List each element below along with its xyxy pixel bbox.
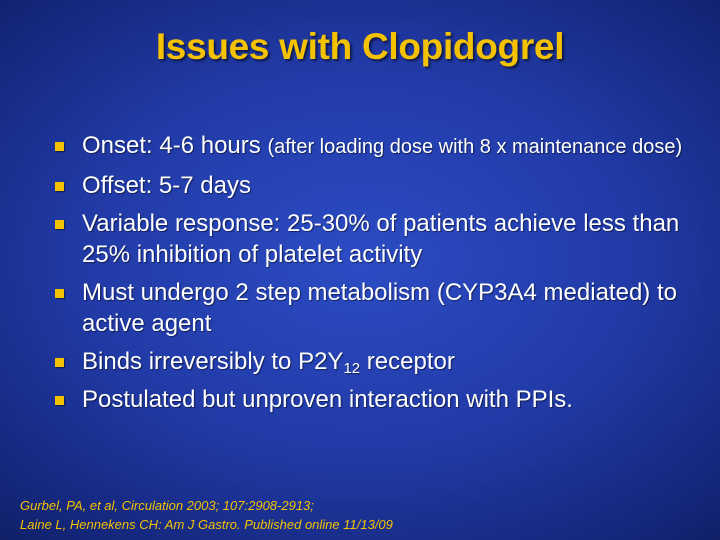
bullet-offset-text: Offset: 5-7 days [82, 172, 251, 199]
reference-1: Gurbel, PA, et al, Circulation 2003; 107:2908-2913; [20, 498, 314, 513]
square-bullet-icon [55, 142, 64, 151]
square-bullet-icon [55, 396, 64, 405]
bullet-binds-text: Binds irreversibly to P2Y [82, 348, 344, 375]
bullet-metabolism-text: Must undergo 2 step metabolism (CYP3A4 mediated) to active agent [82, 279, 677, 337]
square-bullet-icon [55, 220, 64, 229]
bullet-ppi-interaction [52, 384, 692, 415]
bullet-variable-response [52, 208, 692, 270]
square-bullet-icon [55, 358, 64, 367]
bullet-offset [52, 170, 692, 201]
bullet-onset [52, 130, 692, 163]
bullet-onset-note: (after loading dose with 8 x maintenance dose) [267, 136, 683, 158]
bullet-onset-text: Onset: 4-6 hours [82, 132, 268, 159]
bullet-metabolism [52, 277, 692, 339]
bullet-ppi-interaction-text: Postulated but unproven interaction with PPIs. [82, 386, 573, 413]
bullet-list [52, 130, 692, 422]
slide-title: Issues with Clopidogrel [155, 26, 565, 67]
bullet-binds-tail: receptor [360, 348, 455, 375]
references [20, 496, 393, 534]
reference-2: Laine L, Hennekens CH: Am J Gastro. Published online 11/13/09 [20, 517, 393, 532]
bullet-variable-response-text: Variable response: 25-30% of patients achieve less than 25% inhibition of platelet activity [82, 210, 680, 268]
square-bullet-icon [55, 289, 64, 298]
bullet-binds-subscript: 12 [343, 360, 361, 377]
bullet-binds [52, 346, 692, 377]
square-bullet-icon [55, 182, 64, 191]
